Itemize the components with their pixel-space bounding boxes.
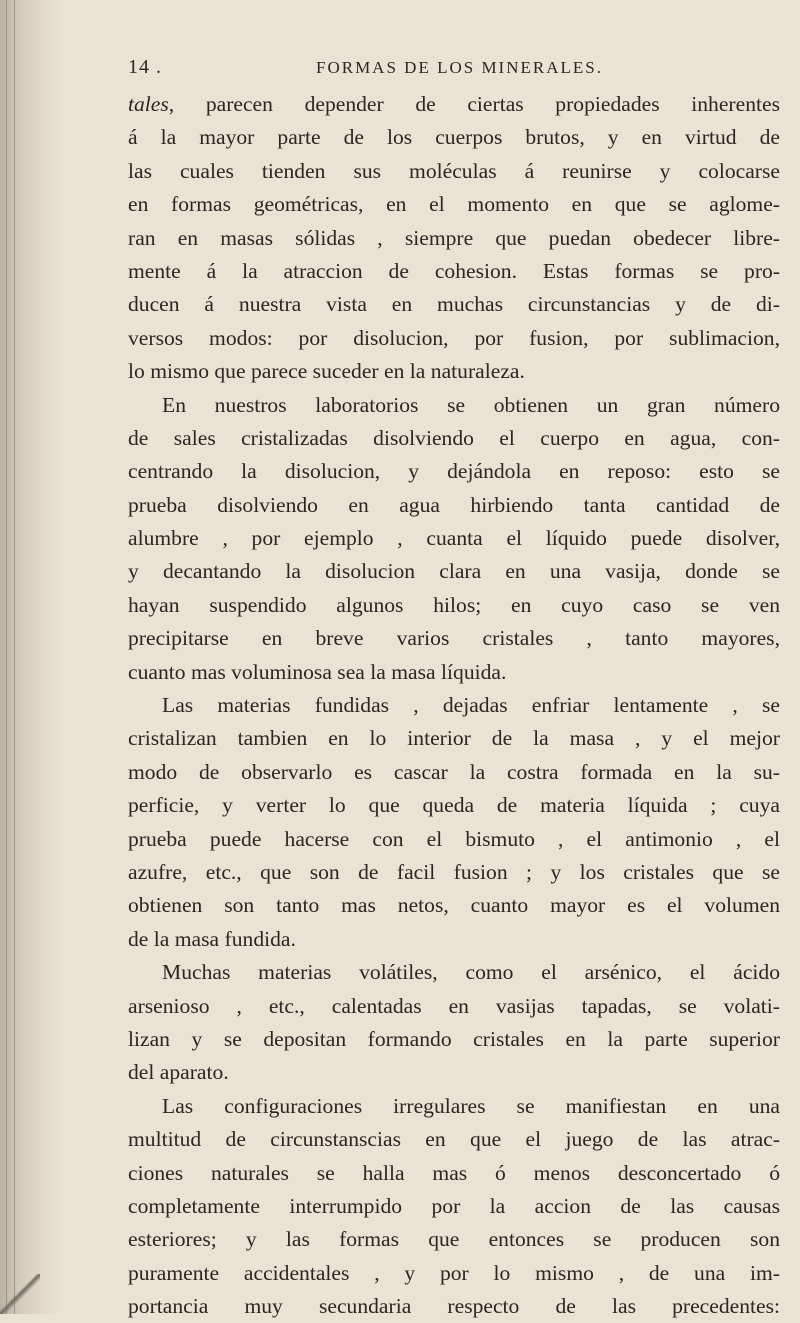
text-line: de la masa fundida. bbox=[128, 926, 296, 951]
text-line: completamente interrumpido por la accion de las causas bbox=[128, 1193, 780, 1218]
text-line: mente á la atraccion de cohesion. Estas formas se pro- bbox=[128, 258, 780, 283]
text-line: azufre, etc., que son de facil fusion ; y los cristales que se bbox=[128, 859, 780, 884]
text-line: Las configuraciones irregulares se manifiestan en una bbox=[162, 1093, 780, 1118]
text-line: á la mayor parte de los cuerpos brutos, y en virtud de bbox=[128, 125, 780, 150]
page-number: 14 . bbox=[128, 56, 162, 78]
text-line: esteriores; y las formas que entonces se producen son bbox=[128, 1227, 780, 1252]
text-line: ducen á nuestra vista en muchas circunstancias y de di- bbox=[128, 292, 780, 317]
text-line: modo de observarlo es cascar la costra formada en la su- bbox=[128, 759, 780, 784]
running-head: FORMAS DE LOS MINERALES. bbox=[316, 58, 603, 77]
text-line: hayan suspendido algunos hilos; en cuyo caso se ven bbox=[128, 592, 780, 617]
text-line: Muchas materias volátiles, como el arsénico, el ácido bbox=[162, 960, 780, 985]
text-line: cuanto mas voluminosa sea la masa líquida. bbox=[128, 659, 507, 684]
text-line: portancia muy secundaria respecto de las precedentes: bbox=[128, 1294, 780, 1319]
text-line: versos modos: por disolucion, por fusion, por sublimacion, bbox=[128, 325, 780, 350]
text-line: las cuales tienden sus moléculas á reunirse y colocarse bbox=[128, 158, 780, 183]
text-line: ran en masas sólidas , siempre que puedan obedecer libre- bbox=[128, 225, 780, 250]
text-line: tales, parecen depender de ciertas propiedades inherentes bbox=[128, 92, 780, 116]
text-line: centrando la disolucion, y dejándola en reposo: esto se bbox=[128, 459, 780, 484]
text-line: del aparato. bbox=[128, 1060, 229, 1085]
text-line: Las materias fundidas , dejadas enfriar lentamente , se bbox=[162, 693, 780, 718]
page-corner-mark bbox=[0, 1274, 40, 1314]
italic-lead-word: tales bbox=[128, 92, 169, 116]
text-line: lizan y se depositan formando cristales en la parte superior bbox=[128, 1026, 780, 1051]
text-line: lo mismo que parece suceder en la naturaleza. bbox=[128, 359, 525, 384]
text-line: en formas geométricas, en el momento en que se aglome- bbox=[128, 192, 780, 217]
text-line: prueba disolviendo en agua hirbiendo tanta cantidad de bbox=[128, 492, 780, 517]
text-line: obtienen son tanto mas netos, cuanto mayor es el volumen bbox=[128, 893, 780, 918]
page-header bbox=[128, 56, 780, 88]
text-line: ciones naturales se halla mas ó menos desconcertado ó bbox=[128, 1160, 780, 1185]
text-line: perficie, y verter lo que queda de materia líquida ; cuya bbox=[128, 793, 780, 818]
body-text bbox=[128, 88, 780, 1323]
text-line: cristalizan tambien en lo interior de la masa , y el mejor bbox=[128, 726, 780, 751]
text-line: multitud de circunstanscias en que el juego de las atrac- bbox=[128, 1127, 780, 1152]
text-line: En nuestros laboratorios se obtienen un gran número bbox=[162, 392, 780, 417]
text-line: arsenioso , etc., calentadas en vasijas tapadas, se volati- bbox=[128, 993, 780, 1018]
binding-edge-line bbox=[6, 0, 7, 1314]
text-line: de sales cristalizadas disolviendo el cuerpo en agua, con- bbox=[128, 425, 780, 450]
book-binding-shadow bbox=[0, 0, 62, 1314]
text-line: puramente accidentales , y por lo mismo , de una im- bbox=[128, 1260, 780, 1285]
text-line: alumbre , por ejemplo , cuanta el líquido puede disolver, bbox=[128, 526, 780, 551]
book-page bbox=[128, 56, 780, 1323]
binding-edge-line bbox=[14, 0, 15, 1314]
text-line: precipitarse en breve varios cristales , tanto mayores, bbox=[128, 626, 780, 651]
text-line: prueba puede hacerse con el bismuto , el antimonio , el bbox=[128, 826, 780, 851]
text-line: y decantando la disolucion clara en una vasija, donde se bbox=[128, 559, 780, 584]
